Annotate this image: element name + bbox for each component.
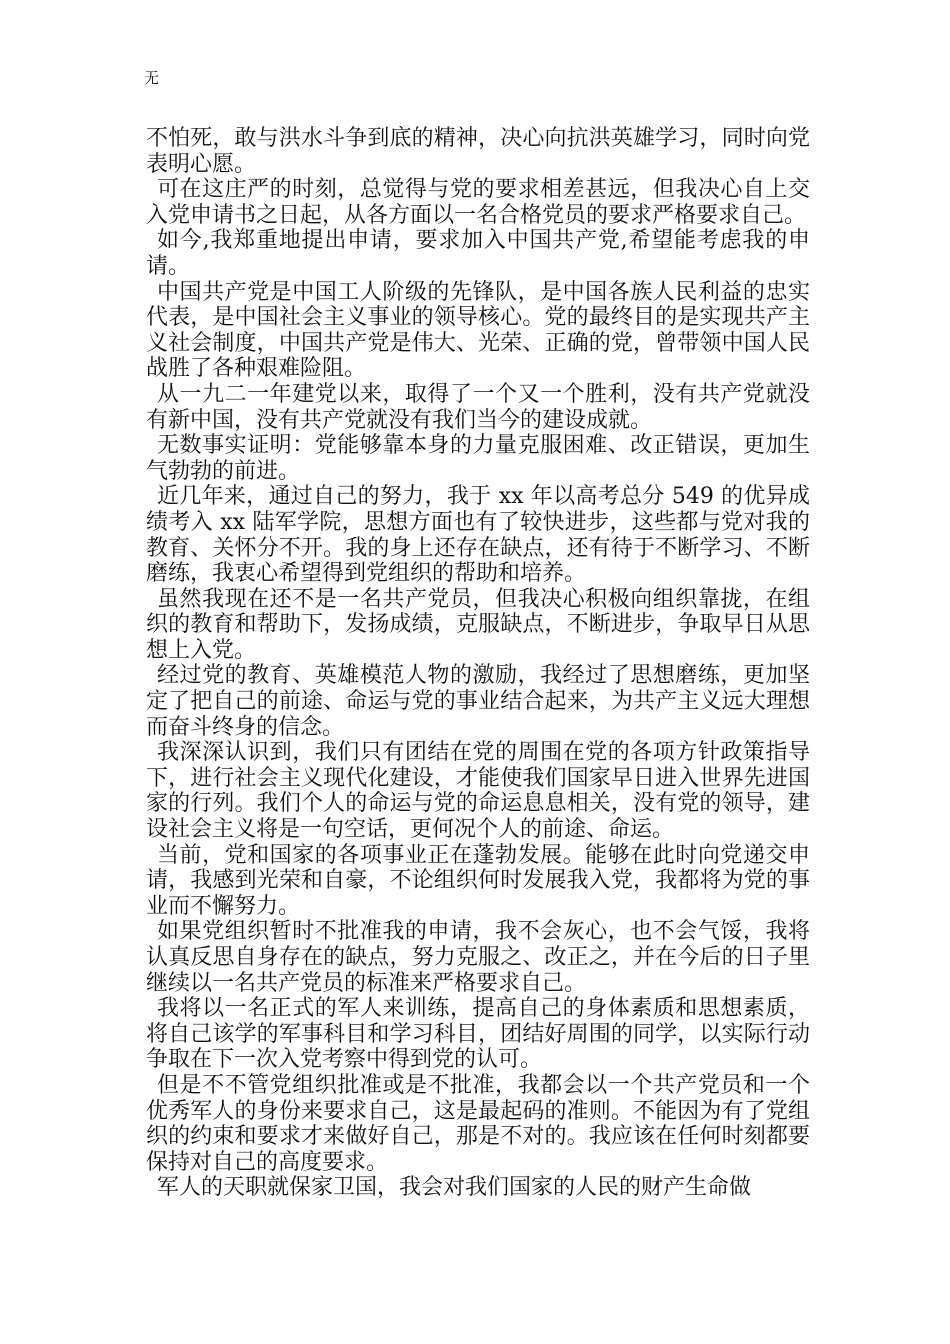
paragraph: 我深深认识到，我们只有团结在党的周围在党的各项方针政策指导下，进行社会主义现代化建设，才能使我们国家早日进入世界先进国家的行列。我们个人的命运与党的命运息息相关，没有党的领导，建设社会主义将是一句空话，更何况个人的前途、命运。 <box>146 740 810 843</box>
header-mark: 无 <box>144 69 160 87</box>
paragraph: 如果党组织暂时不批准我的申请，我不会灰心，也不会气馁，我将认真反思自身存在的缺点，努力克服之、改正之，并在今后的日子里继续以一名共产党员的标准来严格要求自己。 <box>146 919 810 996</box>
paragraph: 虽然我现在还不是一名共产党员，但我决心积极向组织靠拢，在组织的教育和帮助下，发扬成绩，克服缺点，不断进步，争取早日从思想上入党。 <box>146 586 810 663</box>
paragraph: 中国共产党是中国工人阶级的先锋队，是中国各族人民利益的忠实代表，是中国社会主义事业的领导核心。党的最终目的是实现共产主义社会制度，中国共产党是伟大、光荣、正确的党，曾带领中国人民战胜了各种艰难险阻。 <box>146 279 810 382</box>
paragraph: 从一九二一年建党以来，取得了一个又一个胜利，没有共产党就没有新中国，没有共产党就没有我们当今的建设成就。 <box>146 381 810 433</box>
paragraph: 如今,我郑重地提出申请，要求加入中国共产党,希望能考虑我的申请。 <box>146 228 810 279</box>
paragraph: 经过党的教育、英雄模范人物的激励，我经过了思想磨练，更加坚定了把自己的前途、命运与党的事业结合起来，为共产主义远大理想而奋斗终身的信念。 <box>146 663 810 740</box>
document-body <box>146 126 810 1201</box>
paragraph: 近几年来，通过自己的努力，我于 xx 年以高考总分 549 的优异成绩考入 xx 陆军学院，思想方面也有了较快进步，这些都与党对我的教育、关怀分不开。我的身上还存在缺点，还有待于不断学习、不断磨练，我衷心希望得到党组织的帮助和培养。 <box>146 484 810 587</box>
paragraph: 我将以一名正式的军人来训练，提高自己的身体素质和思想素质，将自己该学的军事科目和学习科目，团结好周围的同学，以实际行动争取在下一次入党考察中得到党的认可。 <box>146 996 810 1073</box>
paragraph: 军人的天职就保家卫国，我会对我们国家的人民的财产生命做 <box>157 1175 752 1201</box>
paragraph: 但是不不管党组织批准或是不批准，我都会以一个共产党员和一个优秀军人的身份来要求自己，这是最起码的准则。不能因为有了党组织的约束和要求才来做好自己，那是不对的。我应该在任何时刻都要保持对自己的高度要求。 <box>146 1072 810 1175</box>
paragraph: 可在这庄严的时刻，总觉得与党的要求相差甚远，但我决心自上交入党申请书之日起，从各方面以一名合格党员的要求严格要求自己。 <box>146 177 810 228</box>
paragraph: 不怕死，敢与洪水斗争到底的精神，决心向抗洪英雄学习，同时向党表明心愿。 <box>146 126 810 177</box>
paragraph: 当前，党和国家的各项事业正在蓬勃发展。能够在此时向党递交申请，我感到光荣和自豪，不论组织何时发展我入党，我都将为党的事业而不懈努力。 <box>146 842 810 919</box>
paragraph: 无数事实证明：党能够靠本身的力量克服困难、改正错误，更加生气勃勃的前进。 <box>146 433 810 484</box>
